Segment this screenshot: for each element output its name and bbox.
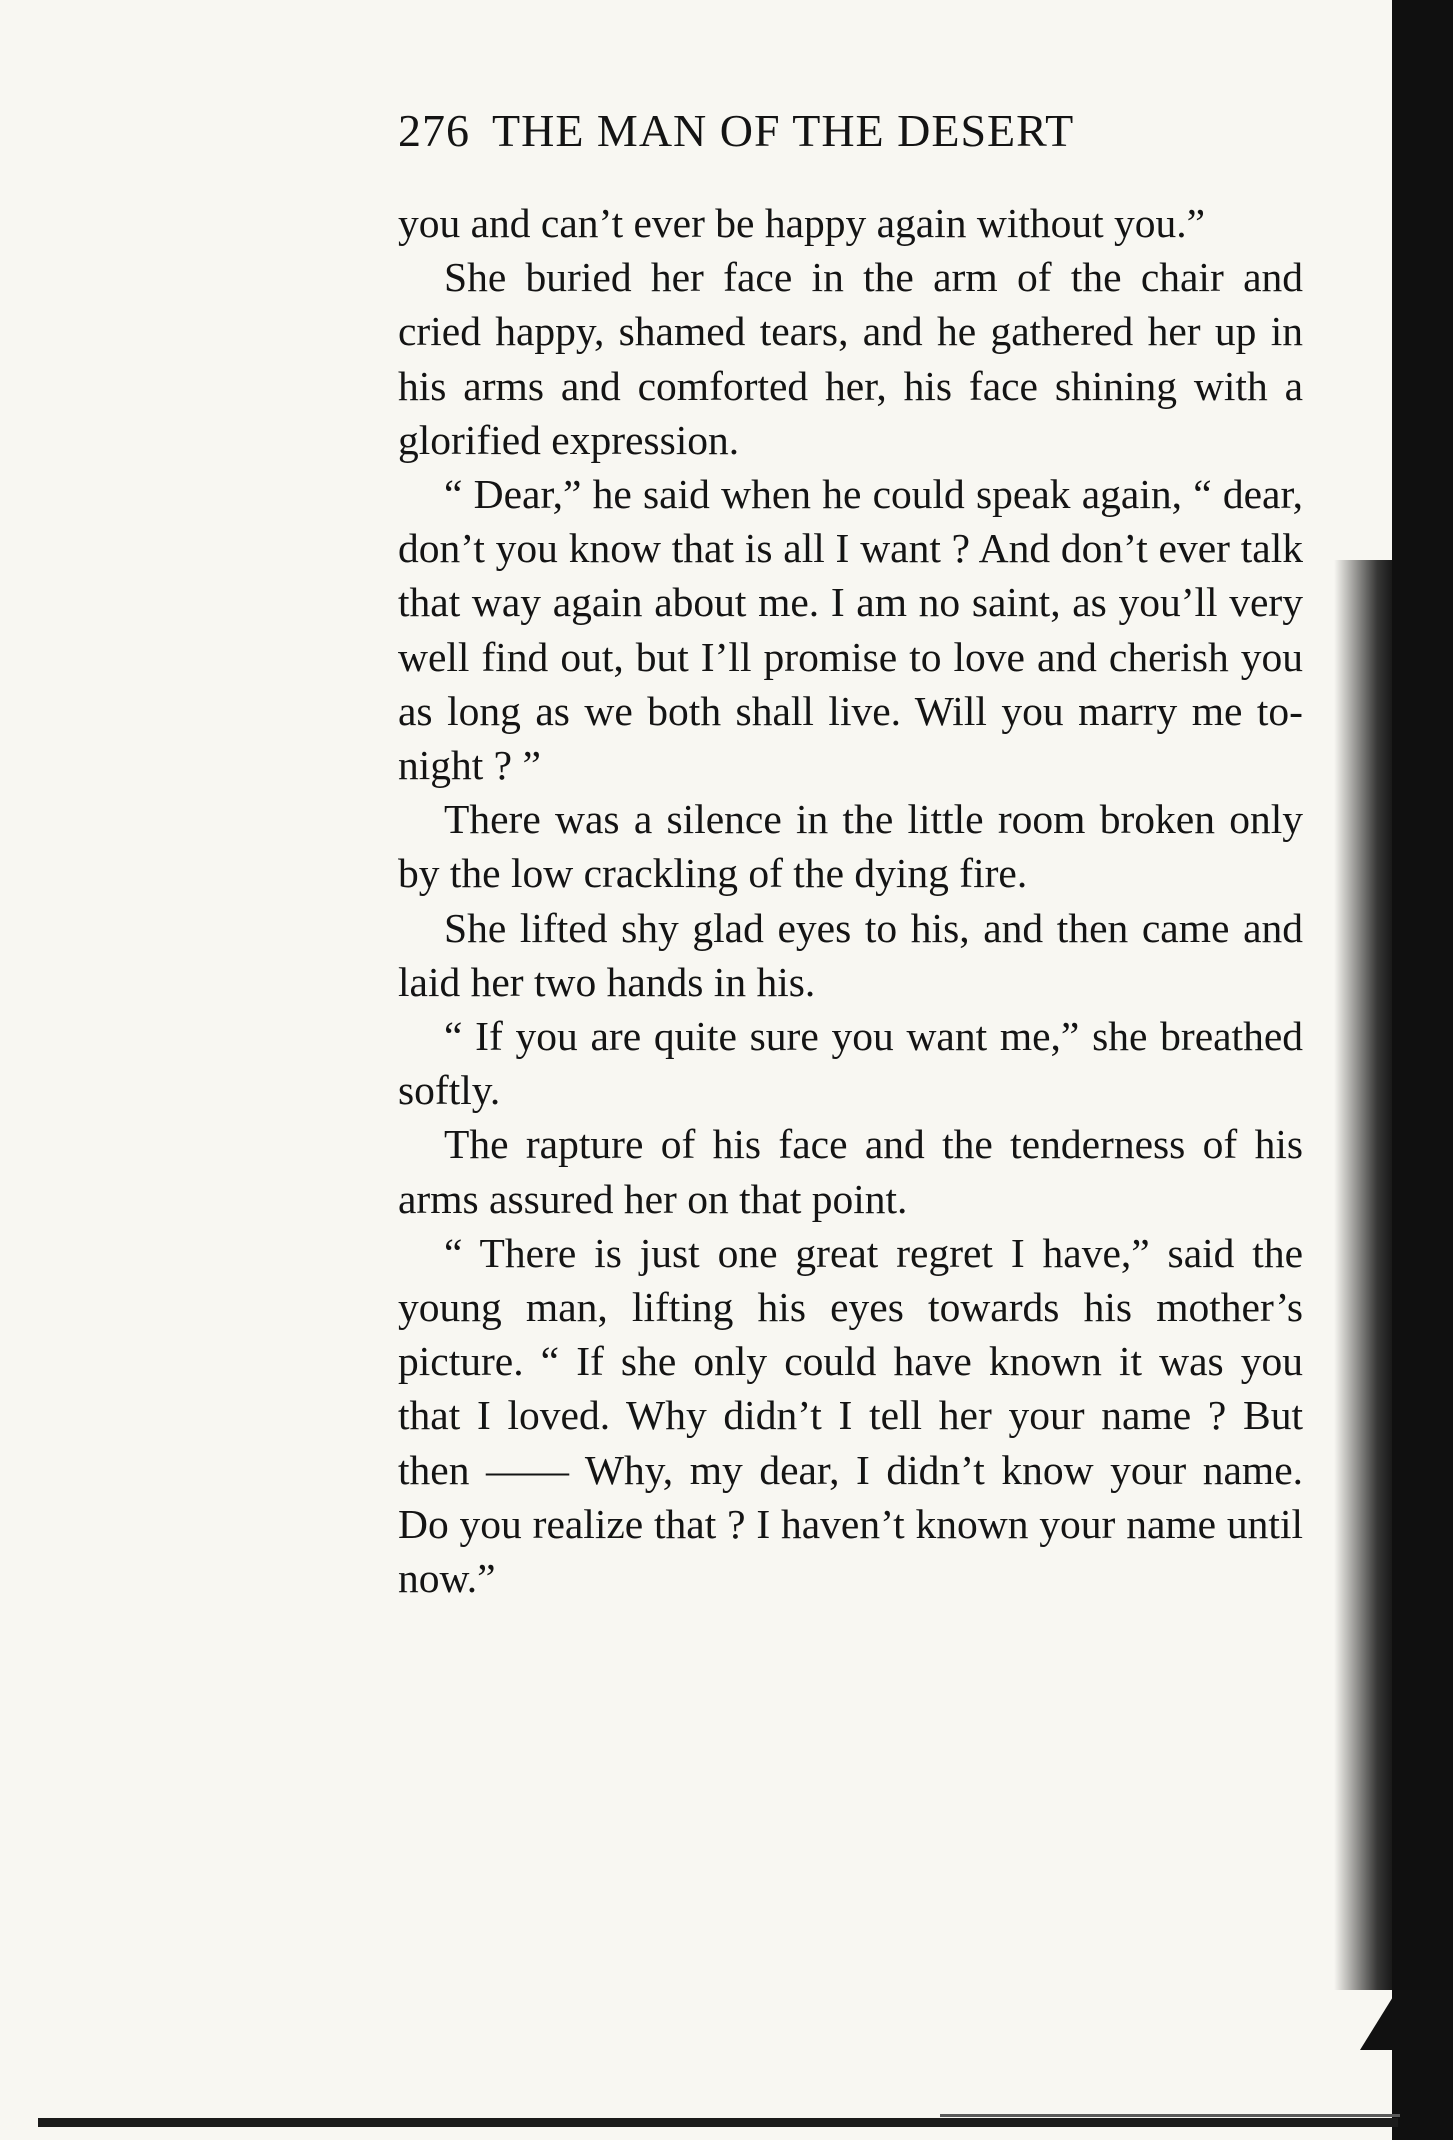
binding-shadow	[1334, 560, 1396, 1990]
paragraph-continued: you and can’t ever be happy again without you.”	[398, 200, 1206, 246]
paragraph: “ If you are quite sure you want me,” she breathed softly.	[398, 1013, 1303, 1114]
paragraph: She buried her face in the arm of the chair and cried happy, shamed tears, and he gathered her up in his arms and comforted her, his face shining with a glorified expression.	[398, 254, 1303, 463]
binding-corner	[1360, 1990, 1453, 2050]
binding-edge	[1392, 0, 1453, 2140]
page-number: 276	[398, 105, 470, 156]
paragraph: The rapture of his face and the tenderness of his arms assured her on that point.	[398, 1121, 1303, 1222]
bottom-edge-shadow	[940, 2114, 1400, 2117]
bottom-edge	[38, 2118, 1398, 2127]
paragraph: “ There is just one great regret I have,” said the young man, lifting his eyes towards his mother’s picture. “ If she only could have known it was you that I loved. Why didn’t I tell her your name ? But then —— Why, my dear, I didn’t know your name. Do you realize that ? I haven’t known your name until now.”	[398, 1229, 1303, 1602]
paragraph: She lifted shy glad eyes to his, and then came and laid her two hands in his.	[398, 904, 1303, 1005]
running-head	[398, 105, 1318, 156]
running-title: THE MAN OF THE DESERT	[492, 105, 1075, 156]
body-text	[398, 196, 1303, 1605]
paragraph: There was a silence in the little room broken only by the low crackling of the dying fire.	[398, 796, 1303, 897]
paragraph: “ Dear,” he said when he could speak again, “ dear, don’t you know that is all I want ? And don’t ever talk that way again about me. I am no saint, as you’ll very well find out, but I’ll promise to love and cherish you as long as we both shall live. Will you marry me to-night ? ”	[398, 471, 1303, 789]
